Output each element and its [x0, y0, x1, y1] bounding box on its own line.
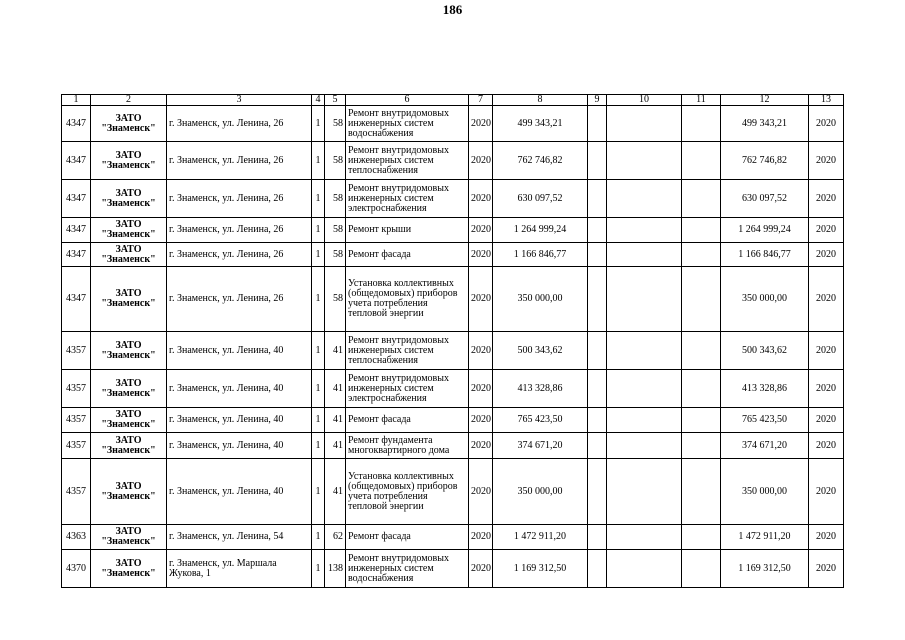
- cell-organization: [91, 332, 167, 370]
- cell-col9: [588, 550, 607, 588]
- table-row: [62, 433, 844, 459]
- cell-total: 350 000,00: [721, 267, 809, 332]
- org-line2: "Знаменск": [101, 229, 156, 240]
- cell-address: г. Знаменск, ул. Ленина, 40: [167, 408, 312, 433]
- table-row: [62, 332, 844, 370]
- cell-year: 2020: [469, 180, 493, 218]
- cell-col10: [607, 267, 682, 332]
- column-header: 10: [607, 95, 682, 106]
- cell-year: 2020: [469, 243, 493, 267]
- table-row: [62, 370, 844, 408]
- cell-col5: 58: [325, 267, 346, 332]
- cell-amount: 350 000,00: [493, 459, 588, 525]
- org-line1: ЗАТО: [115, 243, 142, 255]
- table-row: [62, 243, 844, 267]
- org-line1: ЗАТО: [115, 339, 142, 351]
- cell-col11: [682, 180, 721, 218]
- cell-col5: 41: [325, 332, 346, 370]
- cell-year-end: 2020: [809, 525, 844, 550]
- cell-col10: [607, 106, 682, 142]
- cell-organization: [91, 243, 167, 267]
- cell-col10: [607, 142, 682, 180]
- cell-address: г. Знаменск, ул. Ленина, 26: [167, 218, 312, 243]
- table-row: [62, 218, 844, 243]
- page-number: 186: [442, 2, 463, 17]
- cell-work-type: Ремонт фундамента многоквартирного дома: [346, 433, 469, 459]
- cell-total: 1 472 911,20: [721, 525, 809, 550]
- cell-col5: 62: [325, 525, 346, 550]
- cell-amount: 499 343,21: [493, 106, 588, 142]
- cell-col4: 1: [312, 408, 325, 433]
- cell-organization: [91, 370, 167, 408]
- cell-col4: 1: [312, 106, 325, 142]
- cell-id: 4363: [62, 525, 91, 550]
- cell-id: 4347: [62, 106, 91, 142]
- cell-col5: 138: [325, 550, 346, 588]
- cell-work-type: Ремонт внутридомовых инженерных систем теплоснабжения: [346, 332, 469, 370]
- cell-col5: 41: [325, 408, 346, 433]
- cell-col9: [588, 218, 607, 243]
- cell-col10: [607, 525, 682, 550]
- column-header: 12: [721, 95, 809, 106]
- cell-year: 2020: [469, 332, 493, 370]
- cell-col11: [682, 459, 721, 525]
- cell-year-end: 2020: [809, 550, 844, 588]
- cell-total: 1 264 999,24: [721, 218, 809, 243]
- org-line2: "Знаменск": [101, 490, 156, 502]
- org-line1: ЗАТО: [115, 112, 142, 124]
- cell-amount: 500 343,62: [493, 332, 588, 370]
- org-line2: "Знаменск": [101, 419, 156, 430]
- cell-address: г. Знаменск, ул. Ленина, 26: [167, 243, 312, 267]
- org-line1: ЗАТО: [115, 187, 142, 199]
- cell-amount: 765 423,50: [493, 408, 588, 433]
- cell-amount: 350 000,00: [493, 267, 588, 332]
- cell-organization: [91, 106, 167, 142]
- cell-amount: 1 166 846,77: [493, 243, 588, 267]
- org-line2: "Знаменск": [101, 159, 156, 171]
- cell-organization: [91, 550, 167, 588]
- cell-year-end: 2020: [809, 267, 844, 332]
- cell-col9: [588, 267, 607, 332]
- cell-col11: [682, 433, 721, 459]
- cell-col5: 58: [325, 106, 346, 142]
- cell-organization: [91, 525, 167, 550]
- cell-col5: 58: [325, 142, 346, 180]
- cell-col11: [682, 550, 721, 588]
- column-header: 9: [588, 95, 607, 106]
- org-line2: "Знаменск": [101, 253, 156, 265]
- org-line2: "Знаменск": [101, 444, 156, 456]
- org-line2: "Знаменск": [101, 122, 156, 134]
- cell-total: 765 423,50: [721, 408, 809, 433]
- column-header: 11: [682, 95, 721, 106]
- cell-organization: [91, 142, 167, 180]
- cell-col4: 1: [312, 550, 325, 588]
- cell-col11: [682, 142, 721, 180]
- org-line1: ЗАТО: [115, 409, 142, 420]
- cell-id: 4347: [62, 142, 91, 180]
- cell-address: г. Знаменск, ул. Ленина, 26: [167, 180, 312, 218]
- cell-year: 2020: [469, 408, 493, 433]
- org-line1: ЗАТО: [115, 434, 142, 446]
- cell-col9: [588, 525, 607, 550]
- cell-col4: 1: [312, 370, 325, 408]
- cell-col9: [588, 433, 607, 459]
- cell-year-end: 2020: [809, 142, 844, 180]
- org-line1: ЗАТО: [115, 377, 142, 389]
- cell-amount: 374 671,20: [493, 433, 588, 459]
- cell-year-end: 2020: [809, 218, 844, 243]
- cell-total: 374 671,20: [721, 433, 809, 459]
- cell-work-type: Ремонт внутридомовых инженерных систем электроснабжения: [346, 180, 469, 218]
- cell-col4: 1: [312, 180, 325, 218]
- cell-col9: [588, 142, 607, 180]
- column-header: 1: [62, 95, 91, 106]
- org-line1: ЗАТО: [115, 557, 142, 569]
- cell-amount: 762 746,82: [493, 142, 588, 180]
- cell-col4: 1: [312, 332, 325, 370]
- cell-col10: [607, 332, 682, 370]
- column-header: 2: [91, 95, 167, 106]
- cell-organization: [91, 267, 167, 332]
- column-header: 3: [167, 95, 312, 106]
- cell-total: 630 097,52: [721, 180, 809, 218]
- column-header: 7: [469, 95, 493, 106]
- cell-total: 1 166 846,77: [721, 243, 809, 267]
- cell-work-type: Ремонт фасада: [346, 243, 469, 267]
- cell-col5: 58: [325, 243, 346, 267]
- cell-total: 413 328,86: [721, 370, 809, 408]
- cell-year: 2020: [469, 433, 493, 459]
- cell-col4: 1: [312, 267, 325, 332]
- cell-organization: [91, 180, 167, 218]
- cell-address: г. Знаменск, ул. Маршала Жукова, 1: [167, 550, 312, 588]
- cell-year-end: 2020: [809, 370, 844, 408]
- cell-year: 2020: [469, 370, 493, 408]
- org-line2: "Знаменск": [101, 387, 156, 399]
- table-row: [62, 106, 844, 142]
- cell-amount: 1 169 312,50: [493, 550, 588, 588]
- cell-col9: [588, 370, 607, 408]
- cell-col5: 41: [325, 370, 346, 408]
- cell-col4: 1: [312, 525, 325, 550]
- cell-organization: [91, 459, 167, 525]
- org-line2: "Знаменск": [101, 567, 156, 579]
- cell-col9: [588, 180, 607, 218]
- table-row: [62, 267, 844, 332]
- cell-year: 2020: [469, 525, 493, 550]
- cell-col11: [682, 332, 721, 370]
- cell-id: 4347: [62, 267, 91, 332]
- column-header: 4: [312, 95, 325, 106]
- cell-year-end: 2020: [809, 243, 844, 267]
- cell-col10: [607, 243, 682, 267]
- cell-total: 499 343,21: [721, 106, 809, 142]
- cell-work-type: Ремонт внутридомовых инженерных систем теплоснабжения: [346, 142, 469, 180]
- column-header-row: [62, 95, 844, 106]
- cell-col4: 1: [312, 142, 325, 180]
- cell-year: 2020: [469, 106, 493, 142]
- table-row: [62, 459, 844, 525]
- column-header: 8: [493, 95, 588, 106]
- cell-year: 2020: [469, 218, 493, 243]
- cell-col5: 58: [325, 180, 346, 218]
- cell-address: г. Знаменск, ул. Ленина, 40: [167, 433, 312, 459]
- cell-year-end: 2020: [809, 433, 844, 459]
- cell-year: 2020: [469, 142, 493, 180]
- cell-col9: [588, 243, 607, 267]
- cell-col4: 1: [312, 433, 325, 459]
- cell-id: 4357: [62, 459, 91, 525]
- cell-organization: [91, 408, 167, 433]
- cell-col10: [607, 433, 682, 459]
- cell-year: 2020: [469, 267, 493, 332]
- cell-amount: 630 097,52: [493, 180, 588, 218]
- cell-work-type: Установка коллективных (общедомовых) приборов учета потребления тепловой энергии: [346, 267, 469, 332]
- cell-id: 4357: [62, 433, 91, 459]
- cell-col10: [607, 550, 682, 588]
- cell-col5: 41: [325, 459, 346, 525]
- column-header: 5: [325, 95, 346, 106]
- cell-year: 2020: [469, 459, 493, 525]
- cell-work-type: Ремонт крыши: [346, 218, 469, 243]
- org-line1: ЗАТО: [115, 149, 142, 161]
- cell-col11: [682, 267, 721, 332]
- cell-year-end: 2020: [809, 180, 844, 218]
- cell-col11: [682, 218, 721, 243]
- cell-work-type: Ремонт фасада: [346, 408, 469, 433]
- cell-col9: [588, 106, 607, 142]
- cell-col10: [607, 180, 682, 218]
- org-line1: ЗАТО: [115, 288, 142, 299]
- org-line2: "Знаменск": [101, 298, 156, 309]
- cell-id: 4347: [62, 180, 91, 218]
- cell-col10: [607, 408, 682, 433]
- cell-year: 2020: [469, 550, 493, 588]
- cell-amount: 413 328,86: [493, 370, 588, 408]
- cell-total: 350 000,00: [721, 459, 809, 525]
- cell-col4: 1: [312, 459, 325, 525]
- column-header: 6: [346, 95, 469, 106]
- org-line1: ЗАТО: [115, 526, 142, 537]
- cell-id: 4347: [62, 243, 91, 267]
- cell-id: 4357: [62, 370, 91, 408]
- table-row: [62, 180, 844, 218]
- cell-year-end: 2020: [809, 106, 844, 142]
- cell-col9: [588, 459, 607, 525]
- cell-year-end: 2020: [809, 332, 844, 370]
- cell-col10: [607, 370, 682, 408]
- cell-address: г. Знаменск, ул. Ленина, 26: [167, 106, 312, 142]
- cell-address: г. Знаменск, ул. Ленина, 26: [167, 267, 312, 332]
- cell-organization: [91, 218, 167, 243]
- cell-col5: 41: [325, 433, 346, 459]
- table-row: [62, 550, 844, 588]
- cell-col10: [607, 218, 682, 243]
- cell-id: 4357: [62, 408, 91, 433]
- cell-work-type: Ремонт внутридомовых инженерных систем водоснабжения: [346, 106, 469, 142]
- cell-amount: 1 472 911,20: [493, 525, 588, 550]
- cell-amount: 1 264 999,24: [493, 218, 588, 243]
- cell-address: г. Знаменск, ул. Ленина, 40: [167, 332, 312, 370]
- org-line2: "Знаменск": [101, 349, 156, 361]
- cell-work-type: Ремонт внутридомовых инженерных систем водоснабжения: [346, 550, 469, 588]
- cell-col11: [682, 106, 721, 142]
- cell-col4: 1: [312, 243, 325, 267]
- org-line2: "Знаменск": [101, 197, 156, 209]
- cell-col11: [682, 408, 721, 433]
- table-row: [62, 408, 844, 433]
- org-line2: "Знаменск": [101, 536, 156, 547]
- cell-total: 762 746,82: [721, 142, 809, 180]
- cell-id: 4347: [62, 218, 91, 243]
- cell-id: 4357: [62, 332, 91, 370]
- cell-address: г. Знаменск, ул. Ленина, 40: [167, 459, 312, 525]
- cell-work-type: Ремонт фасада: [346, 525, 469, 550]
- cell-col11: [682, 370, 721, 408]
- cell-col10: [607, 459, 682, 525]
- cell-year-end: 2020: [809, 408, 844, 433]
- cell-col11: [682, 243, 721, 267]
- register-table: [61, 94, 844, 588]
- table-row: [62, 525, 844, 550]
- cell-organization: [91, 433, 167, 459]
- cell-col4: 1: [312, 218, 325, 243]
- cell-col9: [588, 332, 607, 370]
- cell-address: г. Знаменск, ул. Ленина, 40: [167, 370, 312, 408]
- cell-col11: [682, 525, 721, 550]
- cell-address: г. Знаменск, ул. Ленина, 54: [167, 525, 312, 550]
- cell-total: 500 343,62: [721, 332, 809, 370]
- org-line1: ЗАТО: [115, 219, 142, 230]
- cell-year-end: 2020: [809, 459, 844, 525]
- org-line1: ЗАТО: [115, 480, 142, 492]
- cell-col9: [588, 408, 607, 433]
- cell-address: г. Знаменск, ул. Ленина, 26: [167, 142, 312, 180]
- cell-id: 4370: [62, 550, 91, 588]
- table-row: [62, 142, 844, 180]
- column-header: 13: [809, 95, 844, 106]
- cell-total: 1 169 312,50: [721, 550, 809, 588]
- cell-work-type: Установка коллективных (общедомовых) приборов учета потребления тепловой энергии: [346, 459, 469, 525]
- cell-col5: 58: [325, 218, 346, 243]
- cell-work-type: Ремонт внутридомовых инженерных систем электроснабжения: [346, 370, 469, 408]
